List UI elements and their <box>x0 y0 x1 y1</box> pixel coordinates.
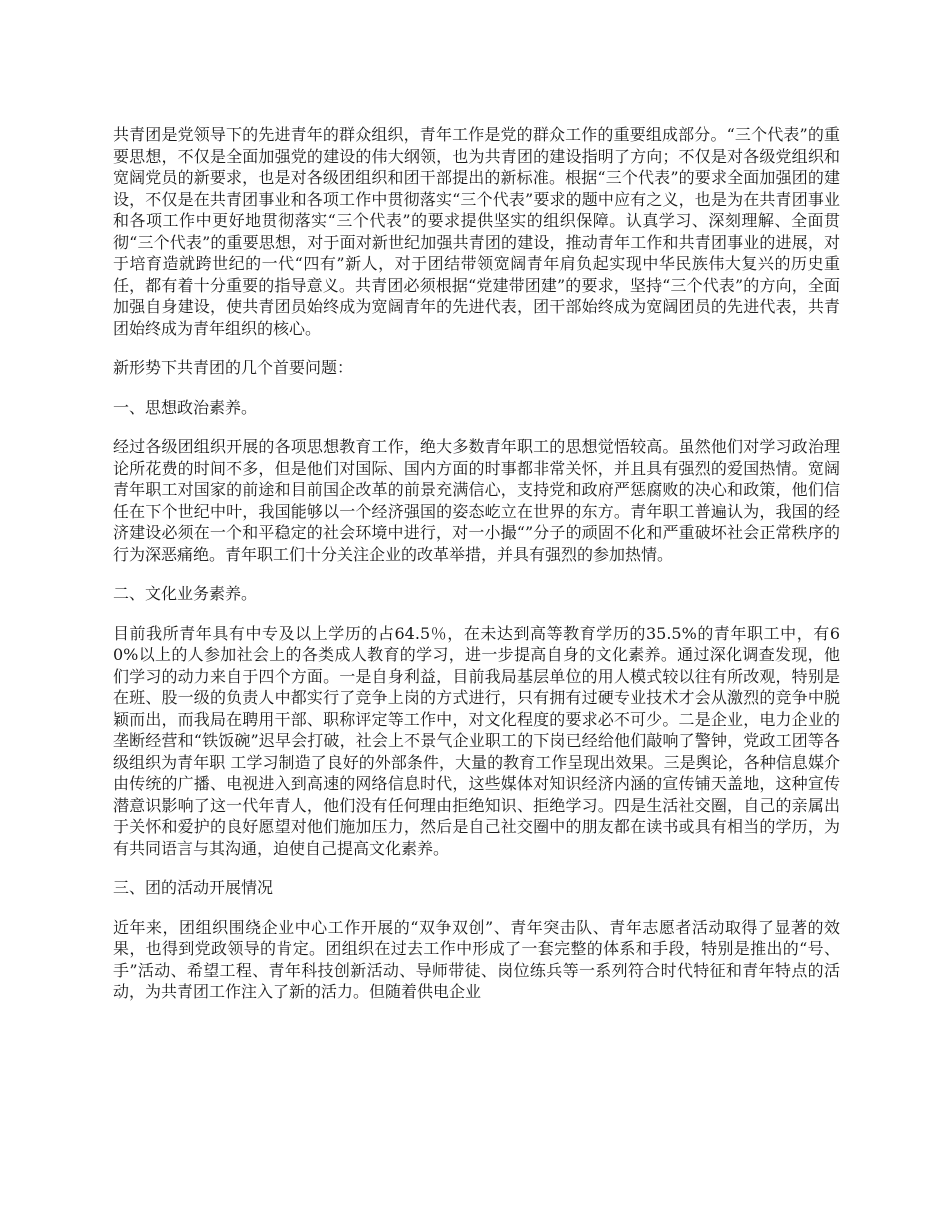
lead-line: 新形势下共青团的几个首要问题： <box>113 358 354 377</box>
section-2-paragraph: 目前我所青年具有中专及以上学历的占64.5％，在未达到高等教育学历的35.5%的青年职工中，有60%以上的人参加社会上的各类成人教育的学习，进一步提高自身的文化素养。通过深化调查发现，他们学习的动力来自于四个方面。一是自身利益，目前我局基层单位的用人模式较以往有所改观，特别是在班、股一级的负责人中都实行了竞争上岗的方式进行，只有拥有过硬专业技术才会从激烈的竞争中脱颖而出，而我局在聘用干部、职称评定等工作中，对文化程度的要求必不可少。二是企业，电力企业的垄断经营和“铁饭碗”迟早会打破，社会上不景气企业职工的下岗已经给他们敲响了警钟，党政工团等各级组织为青年职 工学习制造了良好的外部条件，大量的教育工作呈现出效果。三是舆论，各种信息媒介由传统的广播、电视进入到高速的网络信息时代，这些媒体对知识经济内涵的宣传铺天盖地，这种宣传潜意识影响了这一代年青人，他们没有任何理由拒绝知识、拒绝学习。四是生活社交圈，自己的亲属出于关怀和爱护的良好愿望对他们施加压力，然后是自己社交圈中的朋友都在读书或具有相当的学历，为有共同语言与其沟通，迫使自己提高文化素养。 <box>113 623 840 858</box>
section-3-title: 三、团的活动开展情况 <box>113 878 274 897</box>
section-3-paragraph: 近年来，团组织围绕企业中心工作开展的“双争双创”、青年突击队、青年志愿者活动取得了显著的效果，也得到党政领导的肯定。团组织在过去工作中形成了一套完整的体系和手段，特别是推出的“号、手”活动、希望工程、青年科技创新活动、导师带徒、岗位练兵等一系列符合时代特征和青年特点的活动，为共青团工作注入了新的活力。但随着供电企业 <box>113 917 840 1001</box>
section-2-title: 二、文化业务素养。 <box>113 584 258 603</box>
section-1-paragraph: 经过各级团组织开展的各项思想教育工作，绝大多数青年职工的思想觉悟较高。虽然他们对学习政治理论所花费的时间不多，但是他们对国际、国内方面的时事都非常关怀，并且具有强烈的爱国热情。宽阔青年职工对国家的前途和目前国企改革的前景充满信心，支持党和政府严惩腐败的决心和政策，他们信任在下个世纪中叶，我国能够以一个经济强国的姿态屹立在世界的东方。青年职工普遍认为，我国的经济建设必须在一个和平稳定的社会环境中进行，对一小撮“”分子的顽固不化和严重破坏社会正常秩序的行为深恶痛绝。青年职工们十分关注企业的改革举措，并具有强烈的参加热情。 <box>113 437 840 564</box>
section-1-title: 一、思想政治素养。 <box>113 397 258 417</box>
intro-paragraph: 共青团是党领导下的先进青年的群众组织，青年工作是党的群众工作的重要组成部分。“三个代表”的重要思想，不仅是全面加强党的建设的伟大纲领，也为共青团的建设指明了方向；不仅是对各级党组织和宽阔党员的新要求，也是对各级团组织和团干部提出的新标准。根据“三个代表”的要求全面加强团的建设，不仅是在共青团事业和各项工作中贯彻落实“三个代表”要求的题中应有之义，也是为在共青团事业和各项工作中更好地贯彻落实“三个代表”的要求提供坚实的组织保障。认真学习、深刻理解、全面贯彻“三个代表”的重要思想，对于面对新世纪加强共青团的建设，推动青年工作和共青团事业的进展，对于培育造就跨世纪的一代“四有”新人，对于团结带领宽阔青年肩负起实现中华民族伟大复兴的历史重任，都有着十分重要的指导意义。共青团必须根据“党建带团建”的要求，坚持“三个代表”的方向，全面加强自身建设，使共青团员始终成为宽阔青年的先进代表，团干部始终成为宽阔团员的先进代表，共青团始终成为青年组织的核心。 <box>113 125 840 338</box>
